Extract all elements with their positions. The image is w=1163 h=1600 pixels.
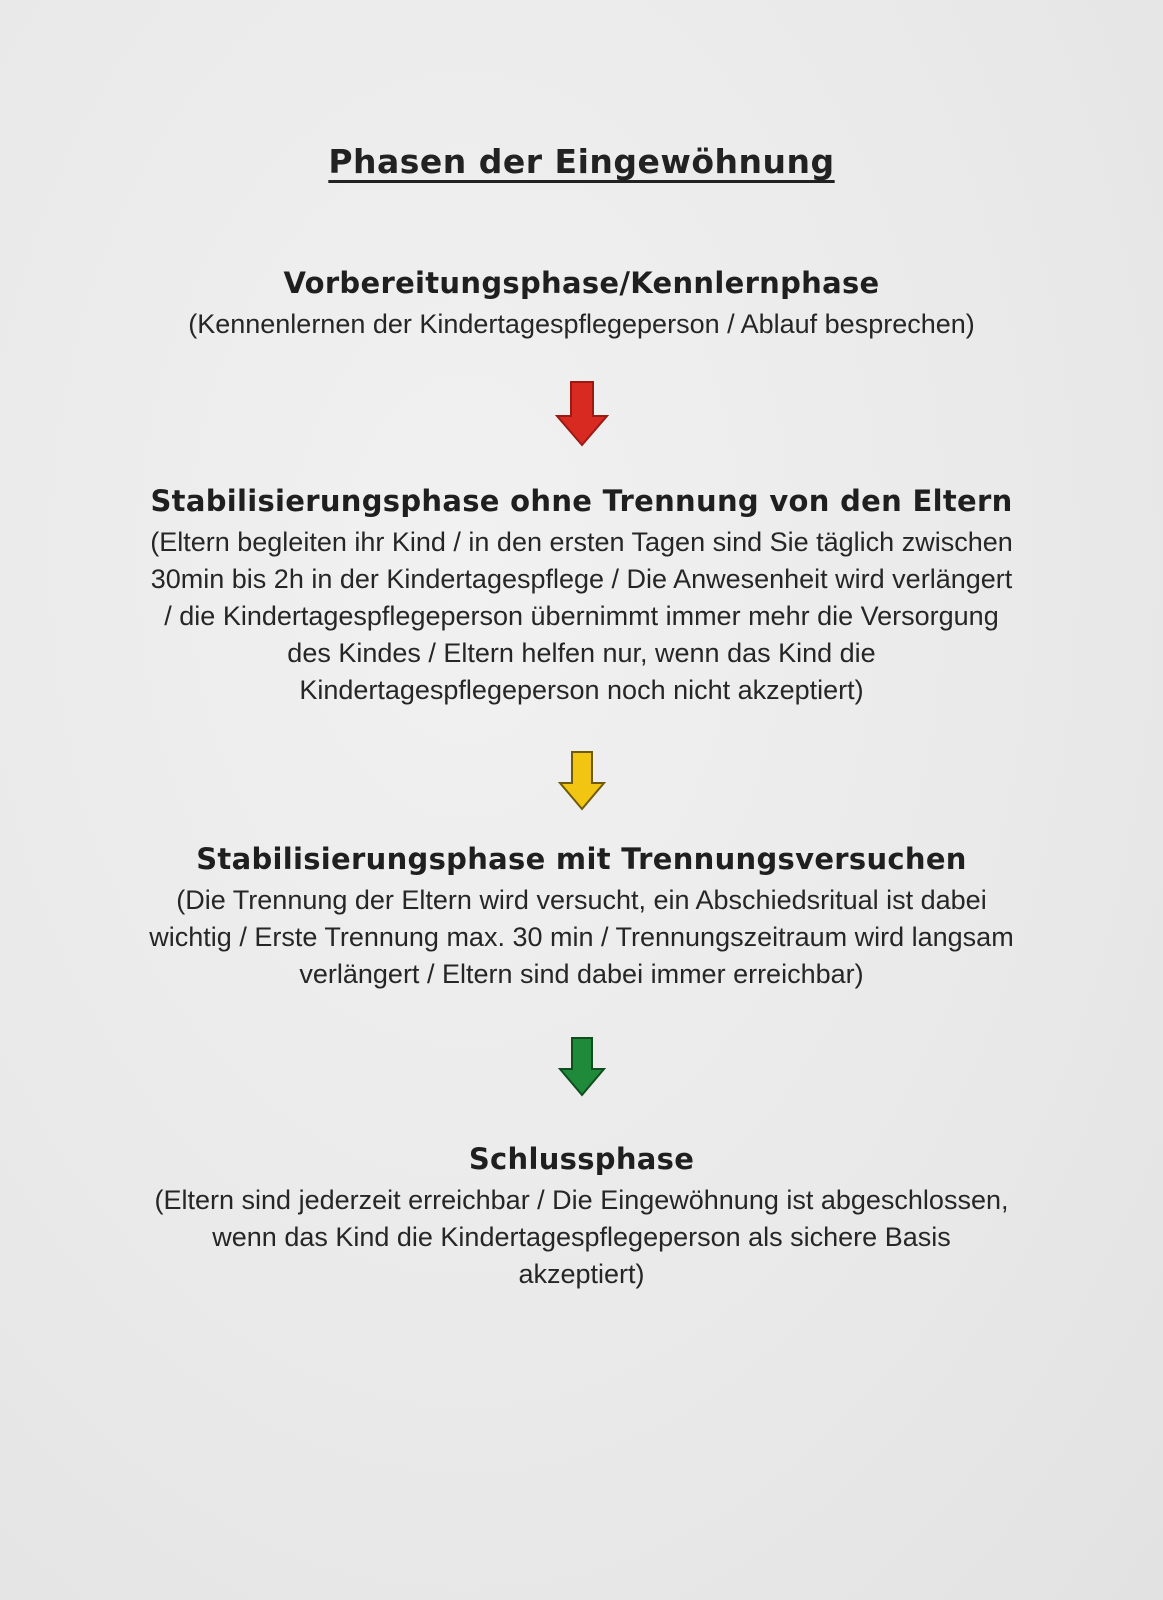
phase-heading: Schlussphase: [468, 1142, 695, 1176]
description-line: / die Kindertagespflegeperson übernimmt immer mehr die Versorgung: [164, 601, 999, 631]
phase-description: [80, 306, 1083, 343]
phase-heading: Stabilisierungsphase ohne Trennung von den Eltern: [150, 484, 1013, 518]
phase-description: [80, 1182, 1083, 1293]
description-line: 30min bis 2h in der Kindertagespflege / Die Anwesenheit wird verlängert: [150, 564, 1013, 594]
green-down-arrow-icon: [0, 1036, 1163, 1098]
page-title: Phasen der Eingewöhnung: [328, 142, 835, 181]
description-line: des Kindes / Eltern helfen nur, wenn das Kind die: [287, 638, 876, 668]
yellow-arrow-shape: [560, 752, 604, 809]
phase-final: [80, 1142, 1083, 1293]
green-arrow-shape: [560, 1038, 604, 1095]
phase-heading: Vorbereitungsphase/Kennlernphase: [283, 266, 880, 300]
red-down-arrow-icon: [0, 380, 1163, 448]
description-line: (Kennenlernen der Kindertagespflegeperson / Ablauf besprechen): [188, 309, 975, 339]
phase-description: [80, 882, 1083, 993]
description-line: verlängert / Eltern sind dabei immer erreichbar): [299, 959, 864, 989]
description-line: Kindertagespflegeperson noch nicht akzeptiert): [299, 675, 864, 705]
phase-stabilization-with-separation: [80, 842, 1083, 993]
description-line: wenn das Kind die Kindertagespflegeperson als sichere Basis: [212, 1222, 951, 1252]
yellow-down-arrow-icon: [0, 750, 1163, 812]
phase-preparation: [80, 266, 1083, 343]
description-line: wichtig / Erste Trennung max. 30 min / Trennungszeitraum wird langsam: [149, 922, 1014, 952]
description-line: akzeptiert): [518, 1259, 645, 1289]
phase-heading: Stabilisierungsphase mit Trennungsversuchen: [196, 842, 967, 876]
phase-description: [80, 524, 1083, 709]
phase-stabilization-without-separation: [80, 484, 1083, 709]
description-line: (Eltern sind jederzeit erreichbar / Die Eingewöhnung ist abgeschlossen,: [154, 1185, 1009, 1215]
red-arrow-shape: [557, 382, 607, 445]
description-line: (Eltern begleiten ihr Kind / in den ersten Tagen sind Sie täglich zwischen: [150, 527, 1013, 557]
description-line: (Die Trennung der Eltern wird versucht, ein Abschiedsritual ist dabei: [176, 885, 987, 915]
